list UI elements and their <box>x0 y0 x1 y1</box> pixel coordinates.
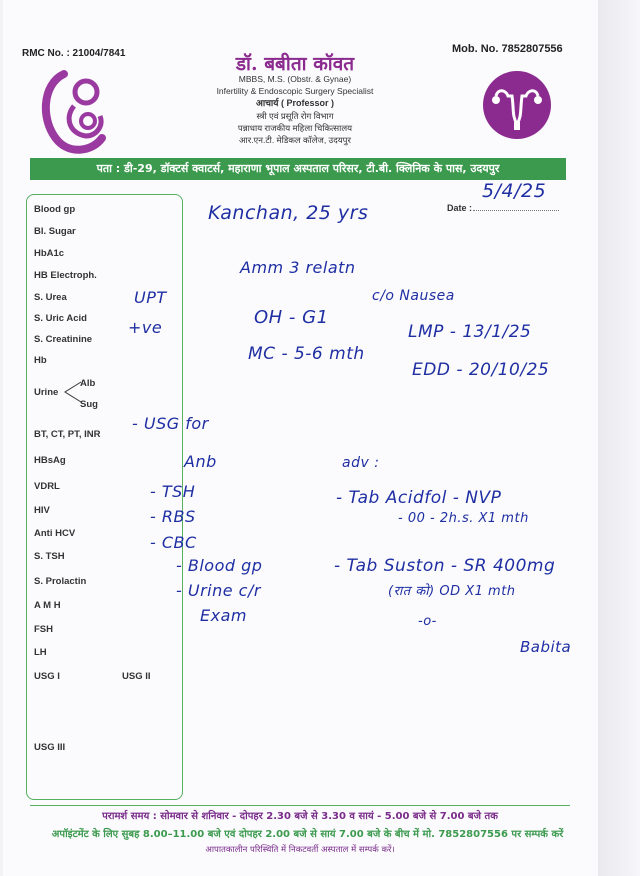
test-hb-electroph: HB Electroph. <box>34 270 97 281</box>
test-usg-3: USG III <box>34 742 66 753</box>
upt-result: +ve <box>128 318 163 337</box>
test-anti-hcv: Anti HCV <box>34 528 76 539</box>
investigation-cbc: - CBC <box>150 533 197 552</box>
mobile-number: Mob. No. 7852807556 <box>452 43 563 55</box>
doctor-credentials <box>190 73 400 146</box>
qualification: MBBS, M.S. (Obstr. & Gynae) <box>238 74 352 84</box>
obstetric-history: OH - G1 <box>254 307 329 328</box>
test-uric-acid: S. Uric Acid <box>34 313 87 324</box>
consultation-timing: परामर्श समय : सोमवार से शनिवार - दोपहर 2.30 बजे से 3.30 व सायं - 5.00 बजे से 7.00 बजे तक <box>102 811 498 822</box>
rx-suston: - Tab Suston - SR 400mg <box>334 556 556 576</box>
department: स्त्री एवं प्रसूति रोग विभाग <box>256 110 334 121</box>
usg-anomaly: Anb <box>184 452 217 471</box>
investigation-urine: - Urine c/r <box>176 581 261 600</box>
test-vdrl: VDRL <box>34 481 60 492</box>
test-fsh: FSH <box>34 624 53 635</box>
investigation-exam: Exam <box>200 606 247 625</box>
usg-advice: - USG for <box>132 414 209 433</box>
investigation-rbs: - RBS <box>150 507 196 526</box>
emergency-note: आपातकालीन परिस्थिति में निकटवर्ती अस्पताल में सम्पर्क करें। <box>205 845 395 855</box>
specialty: Infertility & Endoscopic Surgery Specialist <box>216 86 374 97</box>
date-line <box>473 210 559 211</box>
test-blood-sugar: Bl. Sugar <box>34 226 76 237</box>
appointment-info: अपॉइंटमेंट के लिए सुबह 8.00–11.00 बजे एवं दोपहर 2.00 बजे से सायं 7.00 बजे के बीच में मो. 7852807556 पर सम्पर्क करें <box>51 829 564 840</box>
test-hiv: HIV <box>34 505 50 516</box>
test-urea: S. Urea <box>34 292 67 303</box>
rx-end-mark: -o- <box>418 614 437 629</box>
test-urine-albumin: Alb <box>80 378 96 389</box>
test-urine-sugar: Sug <box>80 399 98 410</box>
investigation-tsh: - TSH <box>150 482 196 501</box>
mother-child-logo-icon <box>34 66 124 156</box>
address-bar: पता : डी-29, डॉक्टर्स क्वाटर्स, महाराणा भूपाल अस्पताल परिसर, टी.बी. क्लिनिक के पास, उदयपुर <box>30 158 566 180</box>
test-creatinine: S. Creatinine <box>34 334 93 345</box>
uterus-logo-icon <box>482 70 552 140</box>
background <box>598 0 640 876</box>
test-tsh: S. TSH <box>34 551 65 562</box>
rx-acidfol: - Tab Acidfol - NVP <box>336 488 502 508</box>
patient-name: Kanchan, 25 yrs <box>208 202 369 224</box>
test-amh: A M H <box>34 600 61 611</box>
college: आर.एन.टी. मेडिकल कॉलेज, उदयपुर <box>239 135 351 146</box>
test-hbsag: HBsAg <box>34 455 66 466</box>
advice-label: adv : <box>342 455 380 471</box>
test-blood-group: Blood gp <box>34 204 76 215</box>
test-usg-1: USG I <box>34 671 60 682</box>
rx-suston-dose: (रात को) OD X1 mth <box>388 584 516 599</box>
test-urine: Urine <box>34 387 59 398</box>
footer-divider <box>30 805 570 806</box>
doctor-name: डॉ. बबीता कॉवत <box>235 53 355 75</box>
handwritten-date: 5/4/25 <box>482 180 547 202</box>
test-lh: LH <box>34 647 47 658</box>
doctor-signature: Babita <box>520 638 572 656</box>
upt-label: UPT <box>134 288 167 307</box>
date-label: Date : <box>447 203 473 213</box>
test-hba1c: HbA1c <box>34 248 65 259</box>
investigation-blood-group: - Blood gp <box>176 556 263 575</box>
test-usg-2: USG II <box>122 671 151 682</box>
edd: EDD - 20/10/25 <box>412 360 550 380</box>
complaint: Amm 3 relatn <box>240 258 356 277</box>
professor-title: आचार्य ( Professor ) <box>256 98 334 109</box>
rx-acidfol-dose: - 00 - 2h.s. X1 mth <box>398 511 529 526</box>
complaint-nausea: c/o Nausea <box>372 288 455 304</box>
menstrual-cycle: MC - 5-6 mth <box>248 344 365 364</box>
test-prolactin: S. Prolactin <box>34 576 87 587</box>
hospital: पन्नाधाय राजकीय महिला चिकित्सालय <box>237 122 353 133</box>
lmp: LMP - 13/1/25 <box>408 322 532 342</box>
test-coagulation: BT, CT, PT, INR <box>34 429 101 440</box>
test-hb: Hb <box>34 355 47 366</box>
rmc-number: RMC No. : 21004/7841 <box>22 48 126 59</box>
